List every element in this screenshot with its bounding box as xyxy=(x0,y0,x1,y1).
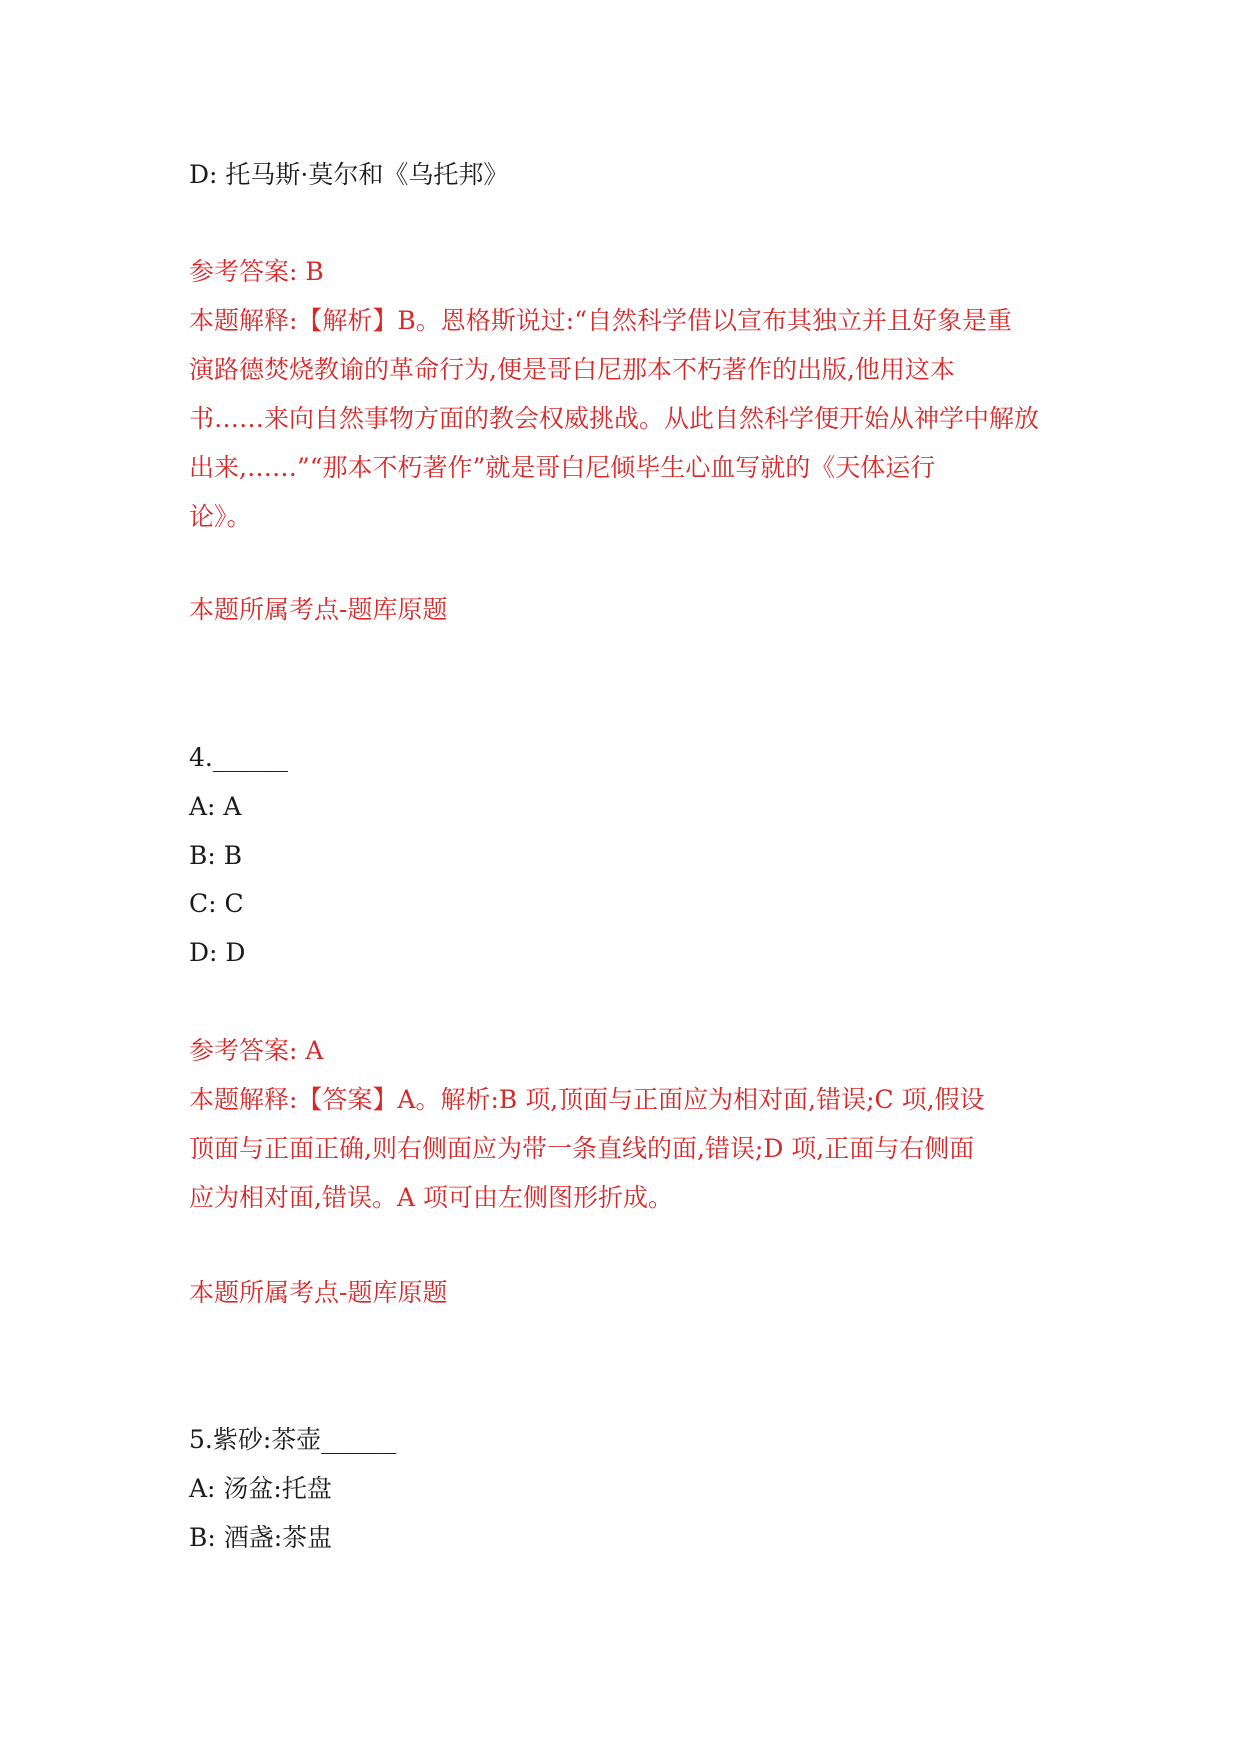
q4-option-a: A: A xyxy=(189,792,242,821)
q4-explanation xyxy=(189,1075,1059,1222)
q3-option-d: D: 托马斯·莫尔和《乌托邦》 xyxy=(189,160,509,189)
q4-answer: 参考答案: A xyxy=(189,1036,324,1065)
q5-option-a: A: 汤盆:托盘 xyxy=(189,1474,332,1503)
q3-explanation-line: 出来,……”“那本不朽著作”就是哥白尼倾毕生心血写就的《天体运行 xyxy=(189,453,936,482)
q5-option-b: B: 酒盏:茶盅 xyxy=(189,1523,333,1552)
q4-option-d: D: D xyxy=(189,938,246,967)
q3-explanation-line: 演路德焚烧教谕的革命行为,便是哥白尼那本不朽著作的出版,他用这本 xyxy=(189,355,955,384)
q3-explanation-line: 论》。 xyxy=(189,502,252,531)
q3-explanation-line: 本题解释:【解析】B。恩格斯说过:“自然科学借以宣布其独立并且好象是重 xyxy=(189,306,1013,335)
q4-option-b: B: B xyxy=(189,841,243,870)
q3-answer: 参考答案: B xyxy=(189,257,324,286)
q3-explanation-line: 书……来向自然事物方面的教会权威挑战。从此自然科学便开始从神学中解放 xyxy=(189,404,1040,433)
q3-topic: 本题所属考点-题库原题 xyxy=(189,595,448,624)
q4-question: 4.______ xyxy=(189,743,288,772)
q4-explanation-line: 本题解释:【答案】A。解析:B 项,顶面与正面应为相对面,错误;C 项,假设 xyxy=(189,1085,985,1114)
q4-explanation-line: 顶面与正面正确,则右侧面应为带一条直线的面,错误;D 项,正面与右侧面 xyxy=(189,1134,975,1163)
q4-explanation-line: 应为相对面,错误。A 项可由左侧图形折成。 xyxy=(189,1183,673,1212)
q4-topic: 本题所属考点-题库原题 xyxy=(189,1278,448,1307)
q4-option-c: C: C xyxy=(189,889,244,918)
q5-question: 5.紫砂:茶壶______ xyxy=(189,1425,397,1454)
q3-explanation xyxy=(189,296,1059,541)
